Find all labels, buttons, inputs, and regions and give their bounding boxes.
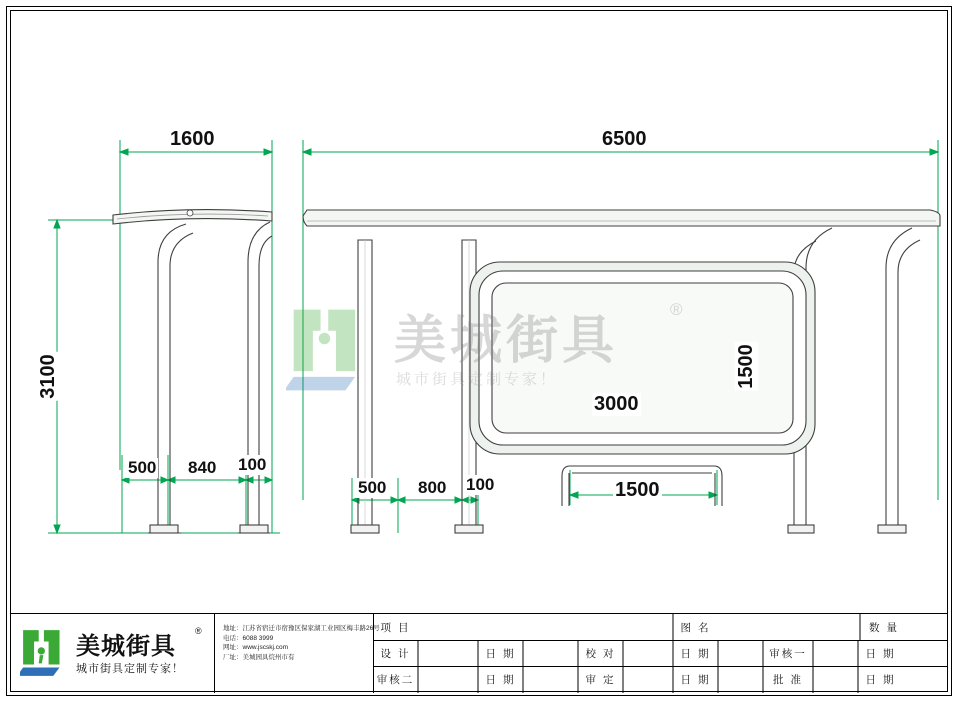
dim-panel-height: 1500 [734,344,757,389]
field-value-approve[interactable] [623,666,673,693]
company-name: 美城街具 [76,633,176,660]
watermark-brand: 美城街具 [394,312,619,370]
field-label-drawing-name: 图 名 [680,621,711,634]
field-label-review2-date: 日 期 [485,674,516,686]
field-value-check[interactable] [623,640,673,666]
company-logo-icon [20,627,72,679]
field-value-review1-date[interactable] [903,640,948,666]
field-value-drawing-name[interactable] [718,614,860,640]
field-value-check-date[interactable] [718,640,763,666]
dim-side-width: 1600 [170,128,215,150]
field-label-review1: 审核一 [769,647,807,660]
field-label-check: 校 对 [585,647,616,660]
contact-company: 厂址：美城园具烷州市有 [223,653,295,661]
field-value-approve-date[interactable] [718,666,763,693]
watermark-tagline: 城市街具定制专家！ [396,371,559,388]
dim-total-height: 3100 [36,354,59,399]
field-label-project: 项 目 [380,621,411,634]
dim-side-right: 100 [238,455,267,474]
field-label-standard-date: 日 期 [865,674,896,686]
field-label-quantity: 数 量 [869,621,899,634]
field-label-review2: 审核二 [376,674,415,686]
side-view [113,210,272,533]
field-value-design[interactable] [418,640,478,666]
field-label-standard: 批 准 [773,674,803,686]
contact-web: 网址：www.jscskj.com [223,644,289,651]
field-value-standard-date[interactable] [903,666,948,693]
field-value-standard[interactable] [813,666,858,693]
company-registered-mark: ® [195,626,202,636]
contact-tel: 电话：6088 3999 [223,634,274,642]
dim-front-left: 500 [358,478,387,497]
dim-front-right: 100 [466,475,495,494]
field-value-review1[interactable] [813,640,858,666]
field-value-review2-date[interactable] [523,666,578,693]
dim-panel-width: 3000 [594,393,639,415]
title-block-logo-cell [10,614,215,693]
dim-front-width: 6500 [602,128,647,150]
field-label-check-date: 日 期 [680,647,711,660]
dim-side-mid: 840 [188,458,217,477]
title-block [10,613,948,692]
company-contact-info [223,624,380,662]
field-value-review2[interactable] [418,666,478,693]
watermark-registered: ® [670,300,683,319]
dim-front-mid: 800 [418,478,447,497]
field-label-approve: 审 定 [585,674,616,686]
contact-address: 地址：江苏省宿迁市宿豫区保家湖工业园区梅丰路26号 [223,625,380,632]
field-label-design-date: 日 期 [485,647,516,660]
field-label-design: 设 计 [380,647,411,660]
field-value-design-date[interactable] [523,640,578,666]
title-block-fields [373,614,948,693]
dim-bench-width: 1500 [615,479,660,501]
field-value-project[interactable] [418,614,673,640]
field-value-quantity[interactable] [908,614,948,640]
field-label-review1-date: 日 期 [865,647,896,660]
company-tagline: 城市街具定制专家！ [76,663,184,675]
field-label-approve-date: 日 期 [680,674,711,686]
dim-side-left: 500 [128,458,157,477]
